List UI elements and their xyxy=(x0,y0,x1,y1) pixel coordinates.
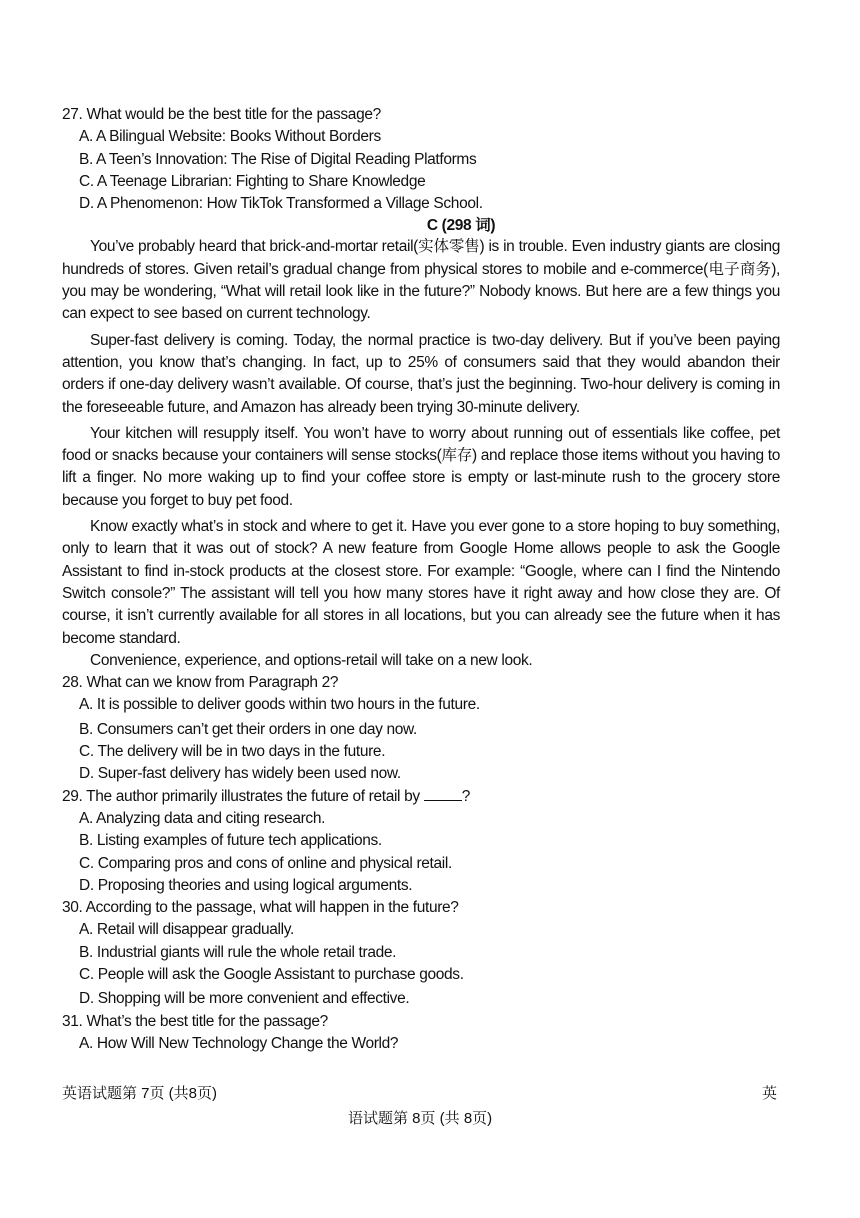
passage-paragraph-2: Super-fast delivery is coming. Today, the normal practice is two-day delivery. But if you’ve been paying attention, you know that’s changing. In fact, up to 25% of consumers said that they would abandon their orders if one-day delivery wasn’t available. Of course, that’s just the beginning. Two-hour delivery is coming in the foreseeable future, and Amazon has already been trying 30-minute delivery. xyxy=(62,331,780,416)
passage-paragraph-4: Know exactly what’s in stock and where to get it. Have you ever gone to a store hoping to buy something, only to learn that it was out of stock? A new feature from Google Home allows people to ask the Google Assistant to find in-stock products at the closest store. For example: “Google, where can I find the Nintendo Switch console?” The assistant will tell you how many stores have it right away and how close they are. Of course, it isn’t currently available for all stores in all locations, but you can already see the future when it has become standard. xyxy=(62,518,780,647)
question-29-stem xyxy=(62,786,780,808)
passage-paragraph-5: Convenience, experience, and options-retail will take on a new look. xyxy=(90,651,533,669)
answer-blank xyxy=(424,788,462,801)
page-footer-center: 语试题第 8页 (共 8页) xyxy=(348,1110,493,1127)
passage-paragraph-1: You’ve probably heard that brick-and-mortar retail(实体零售) is in trouble. Even industry giants are closing hundreds of stores. Given retail’s gradual change from physical stores to mobile and e-commerce(电子商务), you may be wondering, “What will retail look like in the future?” Nobody knows. But here are a few things you can expect to see based on current technology. xyxy=(62,238,780,323)
question-29-option-a: A. Analyzing data and citing research. xyxy=(79,809,326,827)
page-footer-right: 英 xyxy=(762,1085,778,1102)
question-28-option-d: D. Super-fast delivery has widely been used now. xyxy=(79,765,401,783)
question-27-option-a: A. A Bilingual Website: Books Without Borders xyxy=(79,128,381,146)
question-28-option-b: B. Consumers can’t get their orders in one day now. xyxy=(79,720,417,738)
question-29-stem-mark: ? xyxy=(461,787,471,805)
question-31-option-a: A. How Will New Technology Change the World? xyxy=(79,1034,399,1052)
section-c-title: C (298 词) xyxy=(426,217,496,235)
question-30-option-a: A. Retail will disappear gradually. xyxy=(79,921,294,939)
question-28-option-c: C. The delivery will be in two days in the future. xyxy=(79,743,386,761)
question-29-option-b: B. Listing examples of future tech applications. xyxy=(79,832,382,850)
page-footer-left: 英语试题第 7页 (共8页) xyxy=(62,1085,218,1102)
question-27-option-d: D. A Phenomenon: How TikTok Transformed a Village School. xyxy=(79,195,483,213)
question-30-option-c: C. People will ask the Google Assistant to purchase goods. xyxy=(79,965,464,983)
question-29-option-d: D. Proposing theories and using logical arguments. xyxy=(79,876,413,894)
page-content xyxy=(62,104,780,1055)
question-27-stem: 27. What would be the best title for the passage? xyxy=(62,106,381,123)
question-30-stem: 30. According to the passage, what will happen in the future? xyxy=(62,899,459,917)
passage-paragraph-3: Your kitchen will resupply itself. You won’t have to worry about running out of essentials like coffee, pet food or snacks because your containers will sense stocks(库存) and replace those items without you having to lift a finger. No more waking up to find your coffee store is empty or last-minute rush to the grocery store because you forget to buy pet food. xyxy=(62,424,780,509)
question-30-option-d: D. Shopping will be more convenient and effective. xyxy=(79,990,410,1008)
question-27-option-c: C. A Teenage Librarian: Fighting to Share Knowledge xyxy=(79,172,426,190)
question-27-option-b: B. A Teen’s Innovation: The Rise of Digital Reading Platforms xyxy=(79,150,477,168)
question-28-option-a: A. It is possible to deliver goods within two hours in the future. xyxy=(79,696,480,714)
question-31-stem: 31. What’s the best title for the passage? xyxy=(62,1012,328,1030)
question-28-stem: 28. What can we know from Paragraph 2? xyxy=(62,674,339,692)
question-29-stem-text: 29. The author primarily illustrates the future of retail by xyxy=(62,787,424,805)
question-30-option-b: B. Industrial giants will rule the whole retail trade. xyxy=(79,943,397,961)
question-29-option-c: C. Comparing pros and cons of online and physical retail. xyxy=(79,854,452,872)
